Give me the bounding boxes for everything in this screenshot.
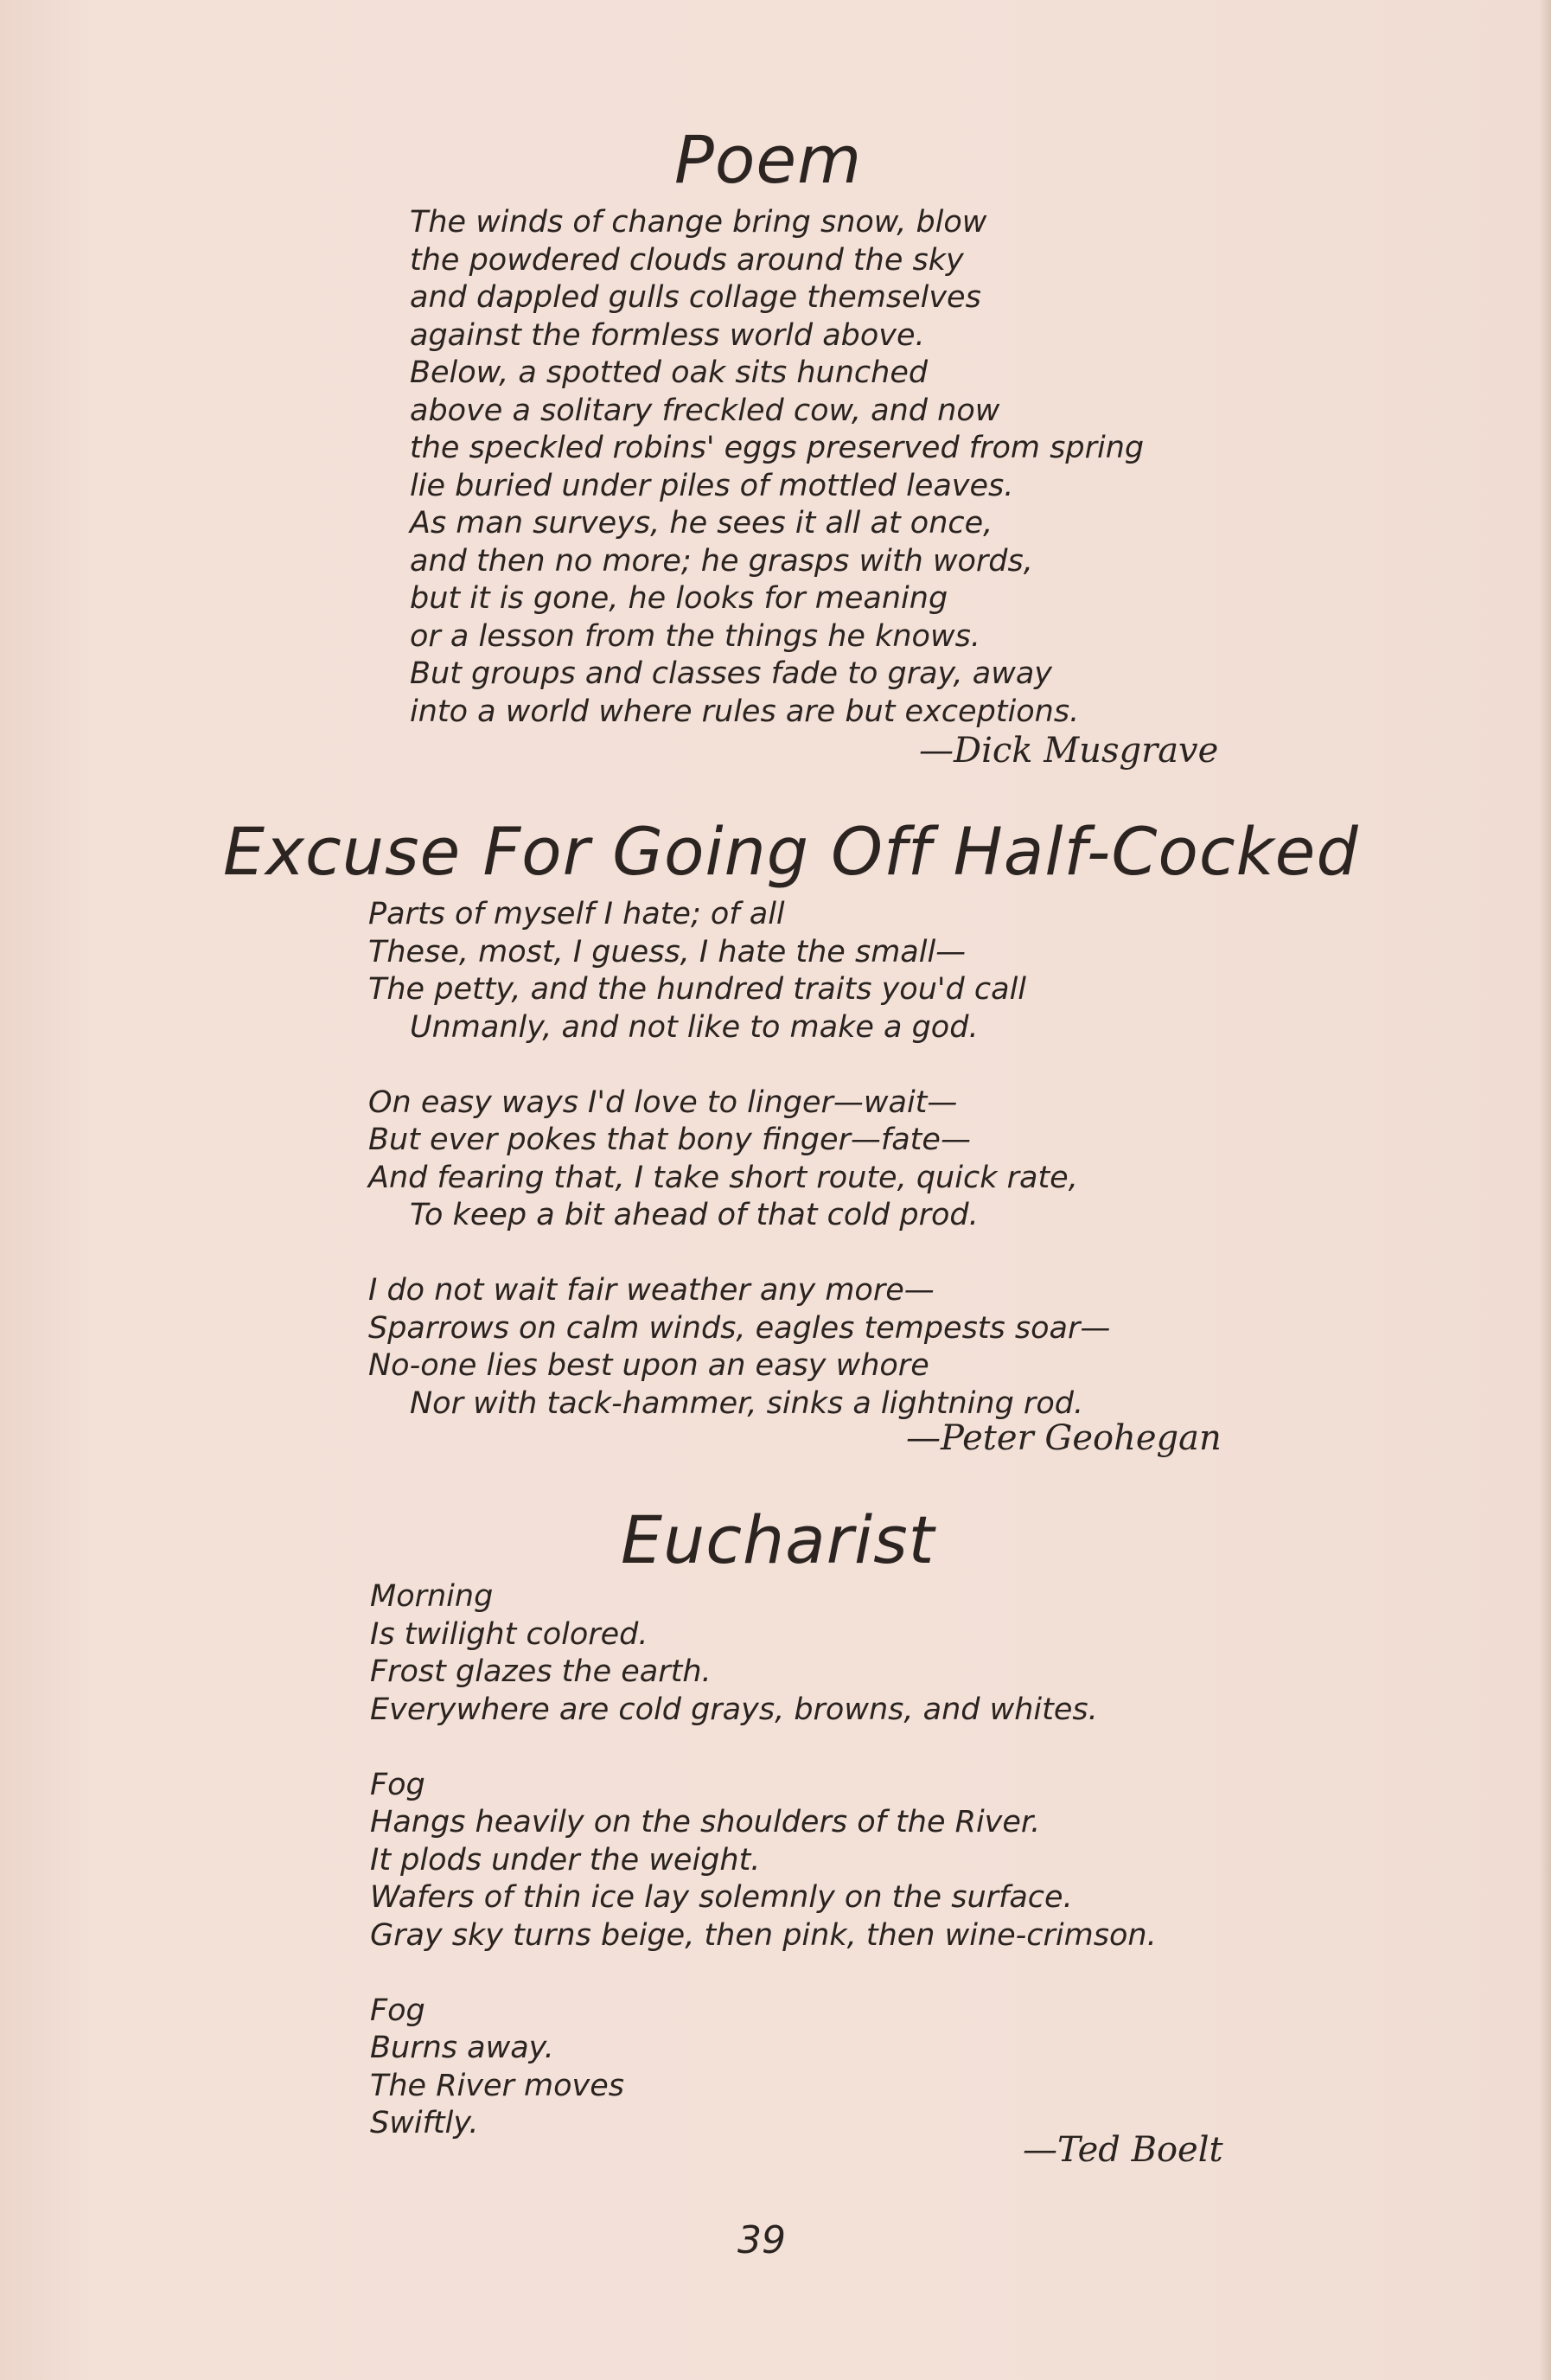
poem-line: The petty, and the hundred traits you'd call xyxy=(368,972,1027,1007)
stanza-break xyxy=(368,1235,1110,1273)
poem-line: against the formless world above. xyxy=(410,317,925,353)
poem-line: Hangs heavily on the shoulders of the River. xyxy=(370,1805,1041,1839)
poem-line: Below, a spotted oak sits hunched xyxy=(410,355,929,390)
poem-title: Excuse For Going Off Half-Cocked xyxy=(223,813,1359,890)
poem-line: On easy ways I'd love to linger—wait— xyxy=(368,1084,958,1120)
poem-body xyxy=(368,896,1110,1423)
poem-line: No-one lies best upon an easy whore xyxy=(368,1348,929,1383)
poem-line: Morning xyxy=(370,1579,494,1614)
poem-line: Burns away. xyxy=(370,2031,554,2065)
poem-line: the powdered clouds around the sky xyxy=(410,242,964,278)
page-number: 39 xyxy=(737,2218,786,2262)
poem-line: Fog xyxy=(370,1993,425,2028)
poem-author: —Peter Geohegan xyxy=(906,1418,1222,1458)
poem-line: As man surveys, he sees it all at once, xyxy=(410,506,993,541)
poem-line: but it is gone, he looks for meaning xyxy=(410,581,948,616)
poem-line: I do not wait fair weather any more— xyxy=(368,1273,935,1308)
poem-line: Wafers of thin ice lay solemnly on the surface. xyxy=(370,1880,1073,1915)
poem-line: And fearing that, I take short route, quick rate, xyxy=(368,1160,1078,1195)
poem-body xyxy=(370,1578,1157,2143)
poem-line: and dappled gulls collage themselves xyxy=(410,280,981,315)
poem-line: The River moves xyxy=(370,2068,625,2103)
poem-line: It plods under the weight. xyxy=(370,1842,761,1878)
poem-line: or a lesson from the things he knows. xyxy=(410,618,980,654)
poem-line: The winds of change bring snow, blow xyxy=(410,205,987,240)
stanza-break xyxy=(368,1046,1110,1084)
poem-line: To keep a bit ahead of that cold prod. xyxy=(410,1198,979,1232)
poem-line: But ever pokes that bony finger—fate— xyxy=(368,1123,971,1157)
poem-line: Everywhere are cold grays, browns, and whites. xyxy=(370,1692,1098,1727)
poem-line: the speckled robins' eggs preserved from spring xyxy=(410,431,1145,465)
poem-line: Is twilight colored. xyxy=(370,1616,648,1652)
poem-title: Poem xyxy=(674,121,863,198)
poem-line: into a world where rules are but exceptions. xyxy=(410,694,1080,729)
stanza-break xyxy=(370,1955,1157,1993)
poem-author: —Ted Boelt xyxy=(1023,2130,1223,2170)
poem-line: Parts of myself I hate; of all xyxy=(368,897,785,931)
poem-line: Nor with tack-hammer, sinks a lightning rod. xyxy=(410,1385,1084,1421)
poem-line: lie buried under piles of mottled leaves. xyxy=(410,468,1014,503)
poem-line: Gray sky turns beige, then pink, then wine-crimson. xyxy=(370,1917,1157,1953)
poem-body xyxy=(410,204,1144,731)
poem-line: These, most, I guess, I hate the small— xyxy=(368,934,967,969)
poem-line: Swiftly. xyxy=(370,2106,479,2140)
poem-line: Unmanly, and not like to make a god. xyxy=(410,1009,979,1045)
poem-author: —Dick Musgrave xyxy=(919,731,1219,771)
poem-line: Sparrows on calm winds, eagles tempests soar— xyxy=(368,1310,1111,1346)
poem-line: But groups and classes fade to gray, away xyxy=(410,656,1053,691)
poem-line: Fog xyxy=(370,1767,425,1802)
page-spine-shadow xyxy=(1539,0,1551,2380)
stanza-break xyxy=(370,1729,1157,1767)
poem-line: Frost glazes the earth. xyxy=(370,1654,712,1689)
poem-line: and then no more; he grasps with words, xyxy=(410,543,1033,579)
poem-title: Eucharist xyxy=(621,1501,935,1578)
poem-line: above a solitary freckled cow, and now xyxy=(410,393,1000,428)
